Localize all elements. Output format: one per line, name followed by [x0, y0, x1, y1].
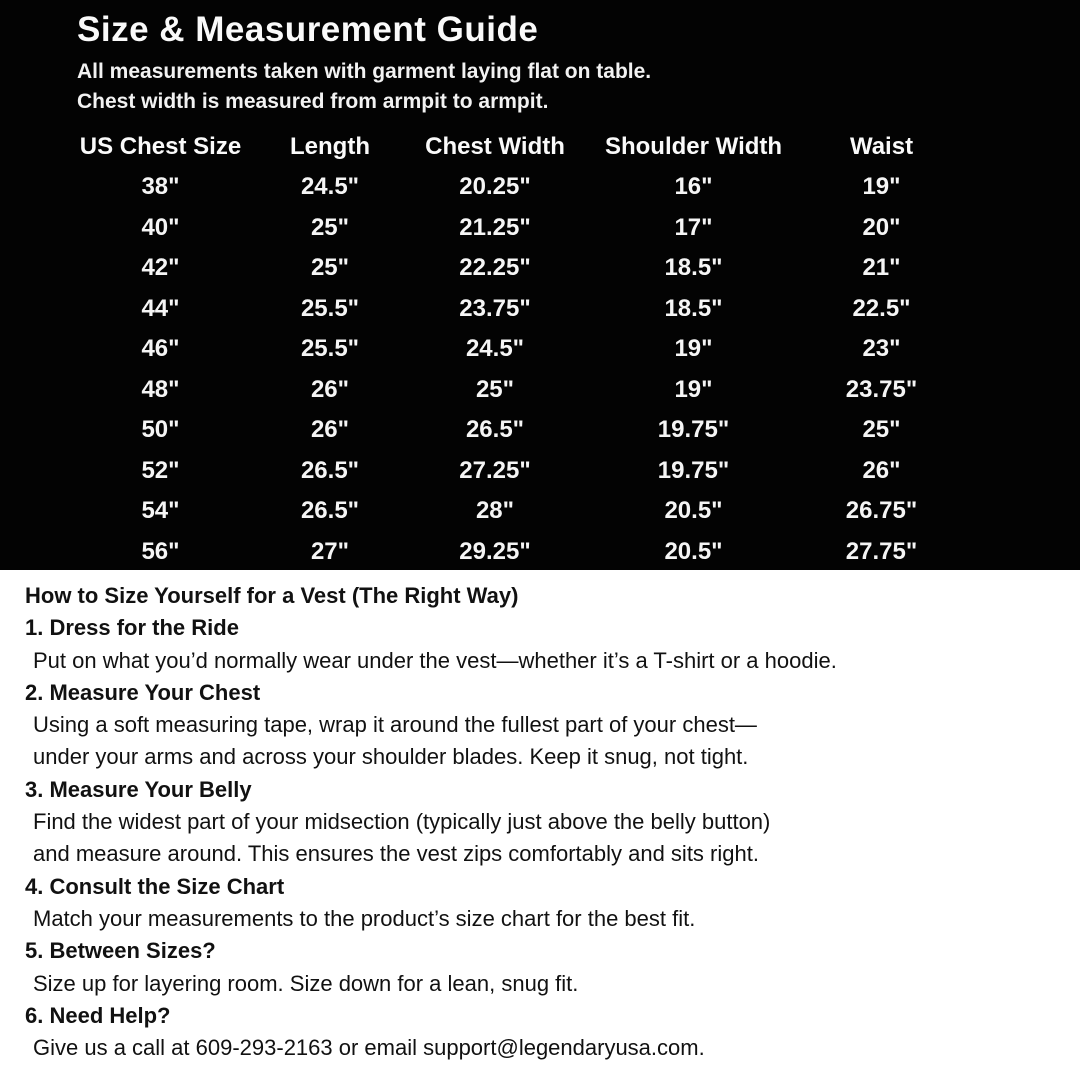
column-header-chest-width: Chest Width	[425, 133, 565, 160]
column-header-waist: Waist	[849, 133, 914, 160]
step-line: and measure around. This ensures the vest zips comfortably and sits right.	[33, 841, 759, 867]
size-table-cell: 23.75"	[459, 294, 531, 322]
size-table-cell: 17"	[674, 213, 713, 241]
size-table-cell: 25.5"	[300, 294, 360, 322]
size-table-cell: 19"	[862, 173, 901, 201]
size-table-cell: 25"	[310, 213, 350, 241]
size-table-row	[77, 491, 950, 532]
step-line: Put on what you’d normally wear under the vest—whether it’s a T-shirt or a hoodie.	[33, 647, 837, 673]
size-table-cell: 22.25"	[459, 254, 531, 282]
size-table-cell: 25"	[475, 375, 515, 403]
step-heading: 5. Between Sizes?	[25, 938, 216, 964]
size-table-cell: 20.5"	[664, 497, 723, 525]
size-table-cell: 52"	[141, 456, 180, 484]
measurement-note-line-2: Chest width is measured from armpit to armpit.	[77, 90, 549, 113]
size-table-cell: 18.5"	[664, 254, 723, 282]
step-line: Give us a call at 609-293-2163 or email support@legendaryusa.com.	[33, 1035, 705, 1061]
size-table-cell: 26.75"	[845, 497, 918, 525]
size-table-cell: 23"	[862, 335, 901, 363]
size-table-cell: 19"	[674, 375, 713, 403]
size-table-cell: 24.5"	[300, 173, 360, 201]
size-table-cell: 20"	[862, 213, 901, 241]
step-heading: 4. Consult the Size Chart	[25, 873, 285, 899]
size-table-cell: 21"	[862, 254, 901, 282]
size-table-cell: 20.5"	[664, 537, 723, 565]
step-line: Find the widest part of your midsection (typically just above the belly button)	[33, 809, 771, 835]
size-table-cell: 27.25"	[459, 456, 531, 484]
step-heading: 6. Need Help?	[25, 1002, 171, 1028]
size-table-cell: 24.5"	[465, 335, 525, 363]
size-table-cell: 44"	[141, 294, 180, 322]
size-table-cell: 21.25"	[459, 213, 531, 241]
size-table-cell: 56"	[141, 537, 180, 565]
size-table-row	[77, 167, 950, 208]
size-table-cell: 19"	[674, 335, 713, 363]
size-table-row	[77, 370, 950, 411]
size-table-row	[77, 289, 950, 330]
size-table-cell: 29.25"	[459, 537, 531, 565]
size-table-cell: 42"	[141, 254, 180, 282]
howto-title: How to Size Yourself for a Vest (The Right Way)	[25, 583, 519, 608]
size-table-cell: 38"	[141, 173, 180, 201]
size-table	[77, 127, 950, 570]
size-table-cell: 25.5"	[300, 335, 360, 363]
step-line: Match your measurements to the product’s size chart for the best fit.	[33, 905, 696, 931]
step-heading: 2. Measure Your Chest	[25, 679, 261, 705]
measurement-note-line-1: All measurements taken with garment laying flat on table.	[77, 60, 652, 83]
size-table-cell: 54"	[141, 497, 180, 525]
size-table-cell: 23.75"	[845, 375, 918, 403]
column-header-shoulder-width: Shoulder Width	[604, 133, 783, 160]
size-table-cell: 26"	[310, 416, 350, 444]
size-table-row	[77, 248, 950, 289]
size-table-cell: 26.5"	[300, 497, 360, 525]
size-table-header-row	[77, 127, 950, 167]
size-table-cell: 27.75"	[845, 537, 918, 565]
size-table-cell: 48"	[141, 375, 180, 403]
step-heading: 1. Dress for the Ride	[25, 615, 239, 641]
size-table-cell: 40"	[141, 213, 180, 241]
size-table-cell: 20.25"	[459, 173, 531, 201]
size-table-cell: 22.5"	[852, 294, 911, 322]
size-table-cell: 25"	[310, 254, 350, 282]
size-table-row	[77, 410, 950, 451]
step-line: Size up for layering room. Size down for a lean, snug fit.	[33, 970, 579, 996]
size-table-body	[77, 167, 950, 570]
size-table-cell: 26"	[310, 375, 350, 403]
column-header-us-chest-size: US Chest Size	[79, 133, 242, 160]
howto-steps	[25, 612, 1060, 1064]
size-table-row	[77, 208, 950, 249]
size-table-cell: 19.75"	[657, 456, 730, 484]
size-table-cell: 50"	[141, 416, 180, 444]
howto-panel	[0, 570, 1080, 1080]
step-line: Using a soft measuring tape, wrap it around the fullest part of your chest—	[33, 712, 757, 738]
size-table-cell: 27"	[310, 537, 350, 565]
size-table-cell: 26"	[862, 456, 901, 484]
size-table-cell: 25"	[862, 416, 901, 444]
size-table-cell: 28"	[475, 497, 515, 525]
size-table-cell: 16"	[674, 173, 713, 201]
page-title: Size & Measurement Guide	[77, 10, 539, 49]
size-table-row	[77, 532, 950, 571]
size-table-cell: 46"	[141, 335, 180, 363]
column-header-length: Length	[290, 133, 370, 160]
step-heading: 3. Measure Your Belly	[25, 776, 252, 802]
size-table-cell: 18.5"	[664, 294, 723, 322]
size-table-cell: 26.5"	[465, 416, 525, 444]
step-line: under your arms and across your shoulder blades. Keep it snug, not tight.	[33, 744, 749, 770]
size-table-cell: 26.5"	[300, 456, 360, 484]
size-table-row	[77, 329, 950, 370]
size-table-cell: 19.75"	[657, 416, 730, 444]
size-table-row	[77, 451, 950, 492]
